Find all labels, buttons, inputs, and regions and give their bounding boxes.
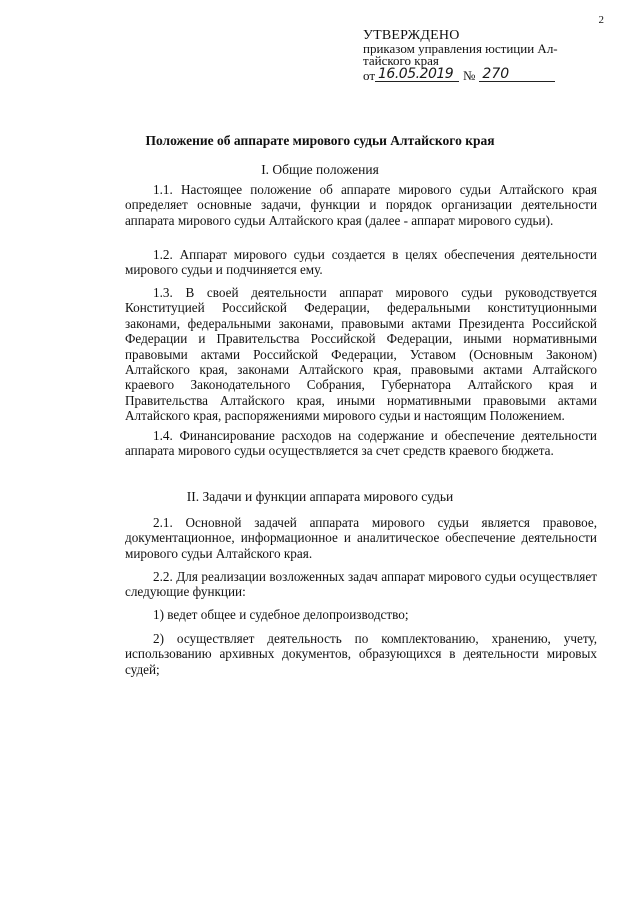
paragraph-2-1: 2.1. Основной задачей аппарата мирового судьи является правовое, документационное, информационное и аналитическое обеспечение деятельности мирового судьи Алтайского края. <box>125 515 597 561</box>
approval-date-row <box>363 68 603 82</box>
paragraph-1-2: 1.2. Аппарат мирового судьи создается в целях обеспечения деятельности мирового судьи и подчиняется ему. <box>125 247 597 278</box>
paragraph-1-4: 1.4. Финансирование расходов на содержание и обеспечение деятельности аппарата мирового судьи осуществляется за счет средств краевого бюджета. <box>125 428 597 459</box>
paragraph-1-3: 1.3. В своей деятельности аппарат мирового судьи руководствуется Конституцией Российской Федерации, федеральными конституционными законами, федеральными законами, правовыми актами Президента Российской Федерации и Правительства Российской Федерации, иными нормативными правовыми актами Российской Федерации, Уставом (Основным Законом) Алтайского края, законами Алтайского края, правовыми актами Алтайского краевого Законодательного Собрания, Губернатора Алтайского края и Правительства Алтайского края, иными нормативными правовыми актами Алтайского края, распоряжениями мирового судьи и настоящим Положением. <box>125 285 597 424</box>
section-2-heading: II. Задачи и функции аппарата мирового судьи <box>186 489 454 504</box>
handwritten-date: 16.05.2019 <box>375 68 459 82</box>
paragraph-1-1: 1.1. Настоящее положение об аппарате мирового судьи Алтайского края определяет основные задачи, функции и порядок организации деятельности аппарата мирового судьи Алтайского края (далее - аппарат мирового судьи). <box>125 182 597 228</box>
approval-heading: УТВЕРЖДЕНО <box>363 28 460 43</box>
date-prefix: от <box>363 68 376 83</box>
approval-order-line-2: тайского края <box>363 53 439 68</box>
handwritten-number: 270 <box>479 68 555 82</box>
list-item-2: 2) осуществляет деятельность по комплектованию, хранению, учету, использованию архивных документов, образующихся в деятельности мировых судей; <box>125 631 597 677</box>
approval-order-line-1: приказом управления юстиции Ал- <box>363 41 558 56</box>
number-prefix: № <box>463 68 476 83</box>
approval-stamp <box>363 30 603 82</box>
list-item-1: 1) ведет общее и судебное делопроизводство; <box>153 607 409 622</box>
section-1-heading: I. Общие положения <box>261 162 379 177</box>
document-title: Положение об аппарате мирового судьи Алтайского края <box>145 133 495 148</box>
paragraph-2-2: 2.2. Для реализации возложенных задач аппарат мирового судьи осуществляет следующие функции: <box>125 569 597 600</box>
page-number: 2 <box>598 14 604 26</box>
